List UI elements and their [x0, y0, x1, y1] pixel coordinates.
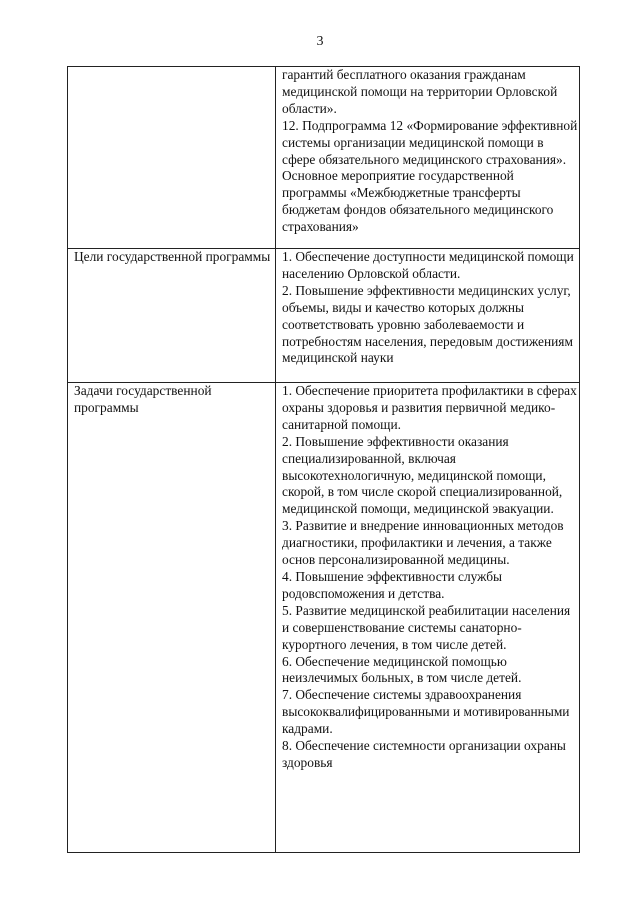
page-number: 3	[316, 34, 324, 49]
table-row	[68, 383, 580, 853]
content-paragraph: гарантий бесплатного оказания гражданам медицинской помощи на территории Орловской области».	[282, 67, 558, 116]
task-item: 5. Развитие медицинской реабилитации населения и совершенствование системы санаторно-курортного лечения, в том числе детей.	[282, 602, 571, 652]
row-content-cell	[276, 249, 580, 383]
row-content-cell	[276, 67, 580, 249]
row-label-tasks: Задачи государственной программы	[74, 383, 212, 415]
content-paragraph: 12. Подпрограмма 12 «Формирование эффективной системы организации медицинской помощи в сфере обязательного медицинского страхования».	[282, 117, 578, 167]
row-content-cell	[276, 383, 580, 853]
goal-item: 2. Повышение эффективности медицинских услуг, объемы, виды и качество которых должны соответствовать уровню заболеваемости и потребностям населения, передовым достижениям медицинской науки	[282, 282, 573, 366]
table-row	[68, 249, 580, 383]
task-item: 8. Обеспечение системности организации охраны здоровья	[282, 738, 566, 770]
task-item: 4. Повышение эффективности службы родовспоможения и детства.	[282, 568, 503, 601]
row-label-cell	[68, 249, 276, 383]
content-paragraph: Основное мероприятие государственной программы «Межбюджетные трансферты бюджетам фондов обязательного медицинского страхования»	[282, 168, 554, 235]
row-label-cell	[68, 67, 276, 249]
task-item: 6. Обеспечение медицинской помощью неизлечимых больных, в том числе детей.	[282, 653, 522, 686]
row-label-cell	[68, 383, 276, 853]
task-item: 2. Повышение эффективности оказания специализированной, включая высокотехнологичную, медицинской помощи, скорой, в том числе скорой специализированной, медицинской помощи, медицинской эвакуации.	[282, 433, 563, 517]
table-row	[68, 67, 580, 249]
task-item: 1. Обеспечение приоритета профилактики в сферах охраны здоровья и развития первичной медико-санитарной помощи.	[282, 383, 577, 432]
task-item: 7. Обеспечение системы здравоохранения высококвалифицированными и мотивированными кадрами.	[282, 687, 570, 737]
task-item: 3. Развитие и внедрение инновационных методов диагностики, профилактики и лечения, а также основ персонализированной медицины.	[282, 518, 564, 568]
goal-item: 1. Обеспечение доступности медицинской помощи населению Орловской области.	[282, 249, 574, 281]
row-label-goals: Цели государственной программы	[74, 249, 271, 264]
program-passport-table	[67, 66, 580, 853]
